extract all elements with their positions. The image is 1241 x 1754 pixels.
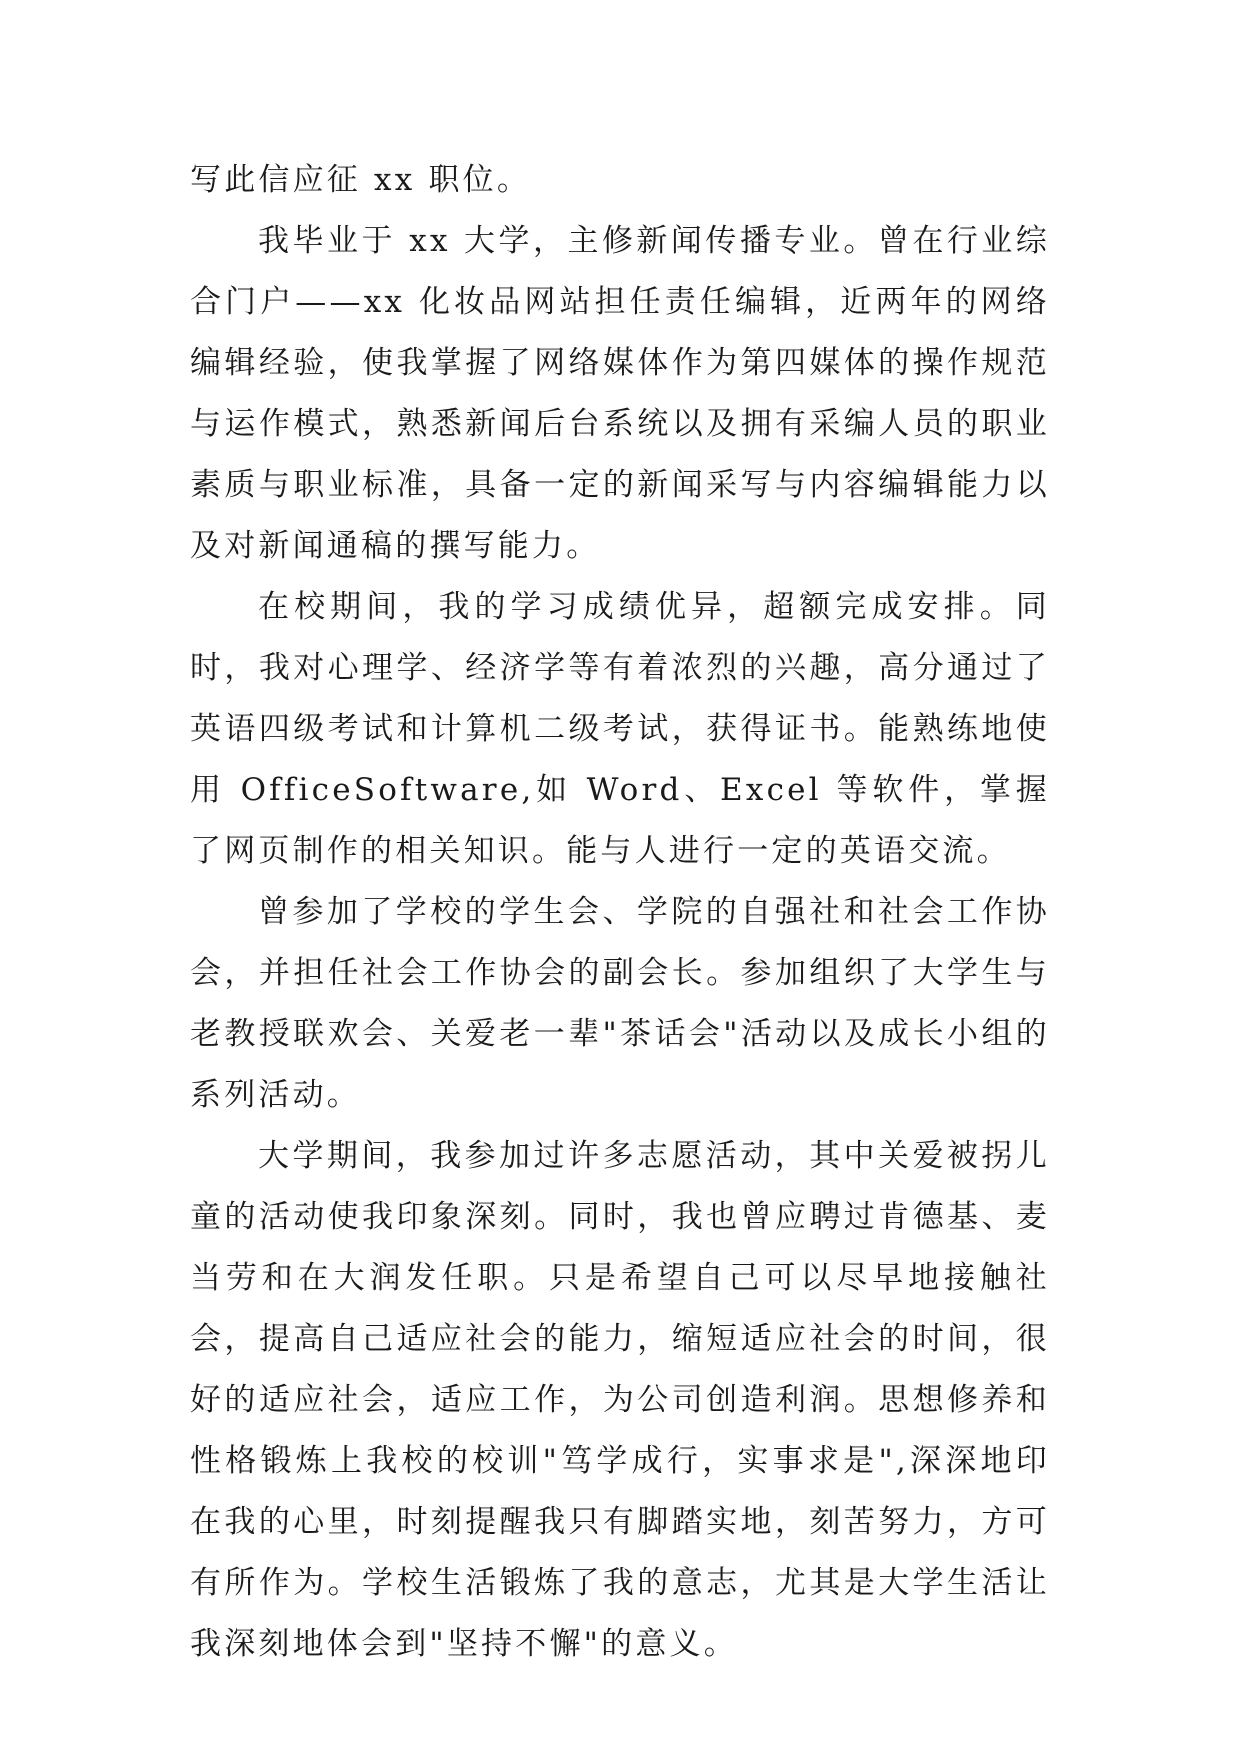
paragraph-3: 在校期间，我的学习成绩优异，超额完成安排。同时，我对心理学、经济学等有着浓烈的兴趣，高分通过了英语四级考试和计算机二级考试，获得证书。能熟练地使用 OfficeSoftware,如 Word、Excel 等软件，掌握了网页制作的相关知识。能与人进行一定的英语交流。	[190, 589, 1050, 869]
document-page	[190, 150, 1050, 1675]
paragraph-4: 曾参加了学校的学生会、学院的自强社和社会工作协会，并担任社会工作协会的副会长。参加组织了大学生与老教授联欢会、关爱老一辈"茶话会"活动以及成长小组的系列活动。	[190, 894, 1050, 1113]
paragraph-2: 我毕业于 xx 大学，主修新闻传播专业。曾在行业综合门户——xx 化妆品网站担任责任编辑，近两年的网络编辑经验，使我掌握了网络媒体作为第四媒体的操作规范与运作模式，熟悉新闻后台系统以及拥有采编人员的职业素质与职业标准，具备一定的新闻采写与内容编辑能力以及对新闻通稿的撰写能力。	[190, 223, 1050, 564]
paragraph-1: 写此信应征 xx 职位。	[190, 162, 532, 198]
paragraph-5: 大学期间，我参加过许多志愿活动，其中关爱被拐儿童的活动使我印象深刻。同时，我也曾应聘过肯德基、麦当劳和在大润发任职。只是希望自己可以尽早地接触社会，提高自己适应社会的能力，缩短适应社会的时间，很好的适应社会，适应工作，为公司创造利润。思想修养和性格锻炼上我校的校训"笃学成行，实事求是",深深地印在我的心里，时刻提醒我只有脚踏实地，刻苦努力，方可有所作为。学校生活锻炼了我的意志，尤其是大学生活让我深刻地体会到"坚持不懈"的意义。	[190, 1138, 1050, 1662]
